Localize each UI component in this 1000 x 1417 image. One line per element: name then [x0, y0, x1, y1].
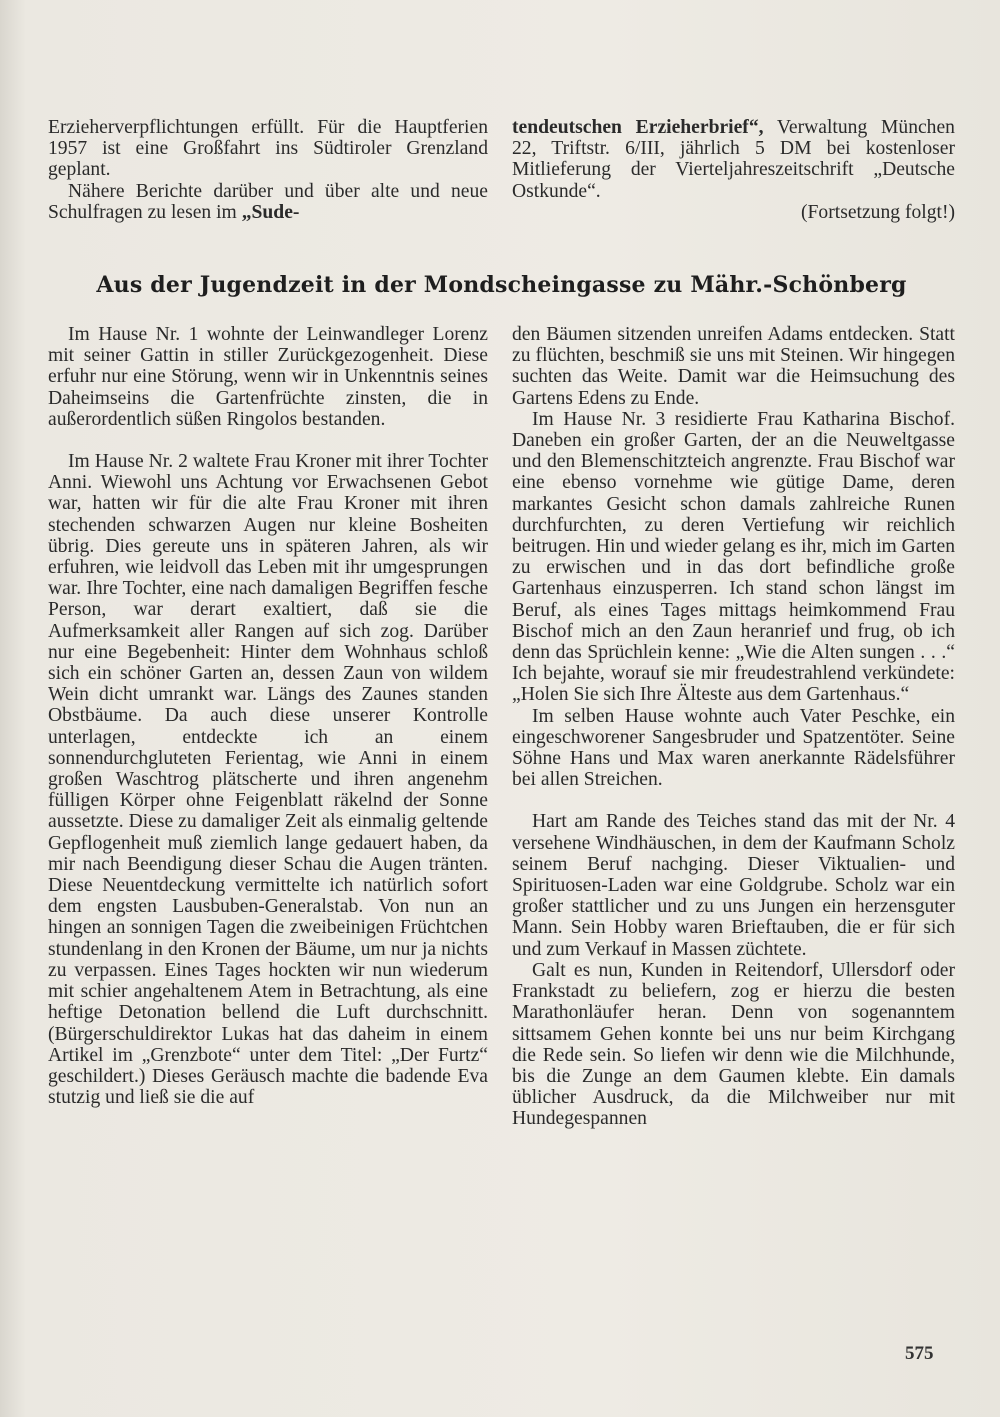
- paragraph: Galt es nun, Kunden in Reitendorf, Ullersdorf oder Frankstadt zu beliefern, zog er hierzu die besten Marathonläufer heran. Denn von sogenanntem sittsamem Gehen konnte bei uns nur beim Kirchgang die Rede sein. So liefen wir denn wie die Milchhunde, bis die Zunge an dem Gaumen klebte. Ein damals üblicher Ausdruck, da die Milchweiber nur mit Hundegespannen: [512, 959, 955, 1130]
- paragraph-text: Verwaltung München 22, Triftstr. 6/III, jährlich 5 DM bei kostenloser Mitlieferung der Vierteljahreszeitschrift „Deutsche Ostkunde“.: [512, 117, 955, 202]
- article-title: Aus der Jugendzeit in der Mondscheingasse zu Mähr.-Schönberg: [96, 272, 907, 298]
- paragraph: Hart am Rande des Teiches stand das mit der Nr. 4 versehene Windhäuschen, in dem der Kaufmann Scholz seinem Beruf nachging. Dieser Viktualien- und Spirituosen-Laden war eine Goldgrube. Scholz war ein großer stattlicher und zu uns Jungen ein herzensguter Mann. Sein Hobby waren Brieftauben, die er für sich und zum Verkauf in Massen züchtete.: [512, 811, 955, 960]
- publication-name-end: tendeutschen Erzieherbrief“,: [512, 117, 764, 138]
- continued-column-left: [48, 117, 488, 223]
- page-number: 575: [905, 1343, 934, 1364]
- continued-column-right: [512, 117, 955, 223]
- paragraph: Im Hause Nr. 3 residierte Frau Katharina Bischof. Daneben ein großer Garten, der an die Neuweltgasse und den Blemenschitzteich angrenzte. Frau Bischof war eine ebenso vornehme wie gütige Dame, deren markantes Gesicht schon damals zahlreiche Runen durchfurchten, zu deren Vertiefung wir reichlich beitrugen. Hin und wieder gelang es ihr, mich im Garten zu erwischen und in das dort befindliche große Gartenhaus einzusperren. Ich stand schon längst im Beruf, als eines Tages mittags heimkommend Frau Bischof mich an den Zaun heranrief und frug, ob ich denn das Sprüchlein kenne: „Wie die Alten sungen . . .“ Ich bejahte, worauf sie mir freudestrahlend verkündete: „Holen Sie sich Ihre Älteste aus dem Gartenhaus.“: [512, 408, 955, 706]
- continuation-note: (Fortsetzung folgt!): [801, 201, 955, 223]
- paragraph: Im selben Hause wohnte auch Vater Peschke, ein eingeschworener Sangesbruder und Spatzentöter. Seine Söhne Hans und Max waren anerkannte Rädelsführer bei allen Streichen.: [512, 705, 955, 791]
- article-column-right: [512, 324, 955, 1130]
- paragraph: Im Hause Nr. 1 wohnte der Leinwandleger Lorenz mit seiner Gattin in stiller Zurückgezogenheit. Diese erfuhr nur eine Störung, wenn wir in Unkenntnis seines Daheimseins die Gartenfrüchte zinsten, die in außerordentlich süßen Ringolos bestanden.: [48, 324, 488, 430]
- paragraph: Im Hause Nr. 2 waltete Frau Kroner mit ihrer Tochter Anni. Wiewohl uns Achtung vor Erwachsenen Gebot war, hatten wir für die alte Frau Kroner mit ihren stechenden schwarzen Augen nur kleine Bosheiten übrig. Dies gereute uns in späteren Jahren, als wir erfuhren, wie leidvoll das Leben mit ihr umgesprungen war. Ihre Tochter, eine nach damaligen Begriffen fesche Person, war derart exaltiert, daß sie die Aufmerksamkeit aller Rangen auf sich zog. Darüber nur eine Begebenheit: Hinter dem Wohnhaus schloß sich ein schöner Garten an, dessen Zaun von wildem Wein dicht umrankt war. Längs des Zaunes standen Obstbäume. Da auch diese unserer Kontrolle unterlagen, entdeckte ich an einem sonnendurchgluteten Ferientag, wie Anni in einem großen Waschtrog plätscherte und ihren angenehm fülligen Körper ohne Feigenblatt räkelnd der Sonne aussetzte. Diese zu damaliger Zeit als einmalig geltende Gepflogenheit muß ziemlich lange gedauert haben, da mir nach Beendigung dieser Schau die Augen tränten. Diese Neuentdeckung vermittelte ich natürlich sofort dem engsten Lausbuben-Generalstab. Von nun an hingen an sonnigen Tagen die zweibeinigen Früchtchen stundenlang in den Kronen der Bäume, um nur ja nichts zu verpassen. Eines Tages hockten wir nun wiederum mit schier angehaltenem Atem in Betrachtung, als eine heftige Detonation bellend die Luft durchschnitt. (Bürgerschuldirektor Lukas hat das daheim in einem Artikel im „Grenzbote“ unter dem Titel: „Der Furtz“ geschildert.) Dieses Geräusch machte die badende Eva stutzig und ließ sie die auf: [48, 451, 488, 1109]
- paragraph: den Bäumen sitzenden unreifen Adams entdecken. Statt zu flüchten, beschmiß sie uns mit Steinen. Wir hingegen suchten das Weite. Damit war die Heimsuchung des Gartens Edens zu Ende.: [512, 324, 955, 409]
- paragraph: Erzieherverpflichtungen erfüllt. Für die Hauptferien 1957 ist eine Großfahrt ins Südtiroler Grenzland geplant.: [48, 117, 488, 181]
- paragraph: [48, 181, 488, 223]
- article-column-left: [48, 324, 488, 1108]
- publication-name-start: „Sude-: [241, 201, 300, 223]
- paragraph-text: Nähere Berichte darüber und über alte und neue Schulfragen zu lesen im: [48, 180, 488, 223]
- paragraph: [512, 117, 955, 202]
